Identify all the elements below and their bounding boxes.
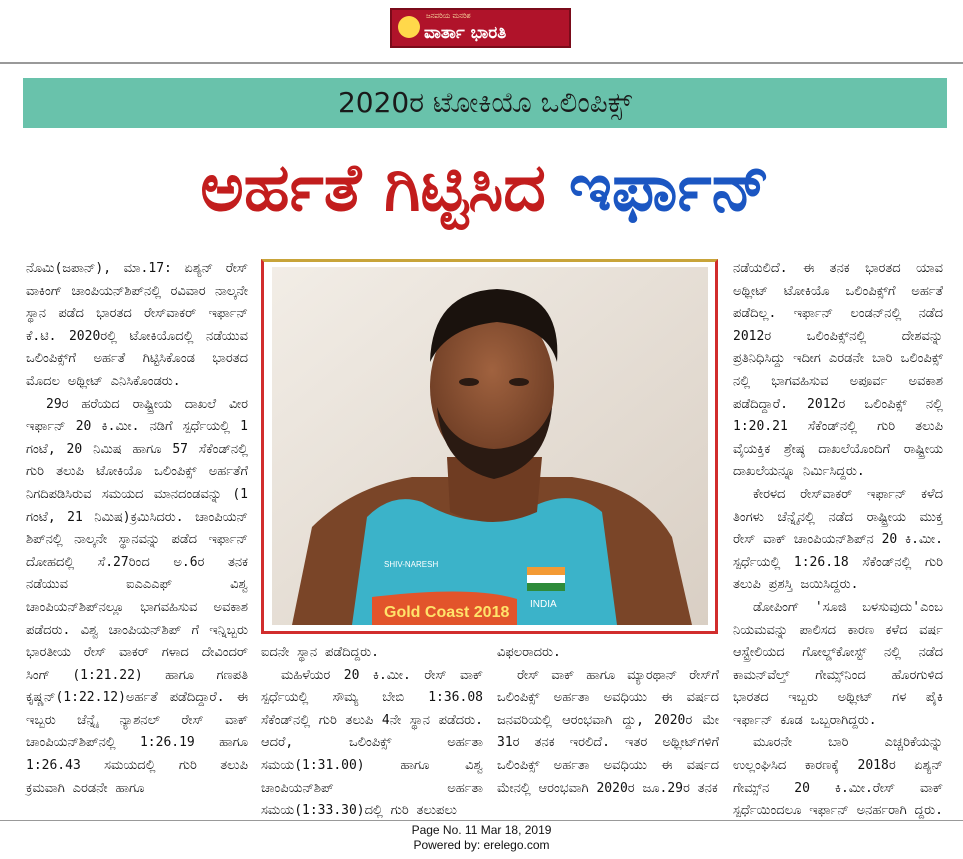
- article-column-3: [497, 642, 719, 800]
- headline-part2: ಇರ್ಫಾನ್: [568, 149, 770, 226]
- brand-emblem-icon: [398, 16, 420, 38]
- athlete-photo-image: [272, 267, 708, 625]
- paragraph: ಮೂರನೇ ಬಾರಿ ಎಚ್ಚರಿಕೆಯನ್ನು ಉಲ್ಲಂಘಿಸಿದ ಕಾರಣಕ್ಕೆ 2018ರ ಏಶ್ಯನ್ ಗೇಮ್ಸ್‌ನ 20 ಕಿ.ಮೀ.ರೇಸ್ ವಾಕ್ ಸ್ಪರ್ಧೆಯಿಂದಲೂ ಇರ್ಫಾನ್ ಅನರ್ಹರಾಗಿ ದ್ದರು.: [733, 735, 943, 819]
- headline-part1: ಅರ್ಹತೆ ಗಿಟ್ಟಿಸಿದ: [200, 149, 546, 226]
- paragraph: ಕೇರಳದ ರೇಸ್‌ವಾಕರ್ ಇರ್ಫಾನ್ ಕಳೆದ ತಿಂಗಳು ಚೆನ್ನೈನಲ್ಲಿ ನಡೆದ ರಾಷ್ಟ್ರೀಯ ಮುಕ್ತ ರೇಸ್ ವಾಕ್ ಚಾಂಪಿಯನ್‌ಶಿಪ್‌ನ 20 ಕಿ.ಮೀ. ಸ್ಪರ್ಧೆಯಲ್ಲಿ 1:26.18 ಸೆಕೆಂಡ್‌ನಲ್ಲಿ ಗುರಿ ತಲುಪಿ ಪ್ರಶಸ್ತಿ ಜಯಿಸಿದ್ದರು.: [733, 486, 943, 593]
- paragraph: 29ರ ಹರೆಯದ ರಾಷ್ಟ್ರೀಯ ದಾಖಲೆ ವೀರ ಇರ್ಫಾನ್ 20 ಕಿ.ಮೀ. ನಡಿಗೆ ಸ್ಪರ್ಧೆಯಲ್ಲಿ 1 ಗಂಟೆ, 20 ನಿಮಿಷ ಹಾಗೂ 57 ಸೆಕೆಂಡ್‌ನಲ್ಲಿ ಗುರಿ ತಲುಪಿ ಟೋಕಿಯೊ ಒಲಿಂಪಿಕ್ಸ್ ಅರ್ಹತೆಗೆ ನಿಗದಿಪಡಿಸಿರುವ ಸಮಯದ ಮಾನದಂಡವನ್ನು (1 ಗಂಟೆ, 21 ನಿಮಿಷ)ಕ್ರಮಿಸಿದರು. ಚಾಂಪಿಯನ್ ಶಿಪ್‌ನಲ್ಲಿ ನಾಲ್ಕನೇ ಸ್ಥಾನವನ್ನು ಪಡೆದ ಇರ್ಫಾನ್ ದೋಹದಲ್ಲಿ ಸೆ.27ರಿಂದ ಅ.6ರ ತನಕ ನಡೆಯುವ ಐಎಎಎಫ್ ವಿಶ್ವ ಚಾಂಪಿಯನ್‌ಶಿಪ್‌ನಲ್ಲೂ ಭಾಗವಹಿಸುವ ಅವಕಾಶ ಪಡೆದರು. ವಿಶ್ವ ಚಾಂಪಿಯನ್‌ಶಿಪ್ ಗೆ ಇನ್ನಿಬ್ಬರು ಭಾರತೀಯ ರೇಸ್ ವಾಕರ್ ಗಳಾದ ದೇವಿಂದರ್ ಸಿಂಗ್ (1:21.22) ಹಾಗೂ ಗಣಪತಿ ಕೃಷ್ಣನ್(1:22.12)ಅರ್ಹತೆ ಪಡೆದಿದ್ದಾರೆ. ಈ ಇಬ್ಬರು ಚೆನ್ನೈ ನ್ಯಾಶನಲ್ ರೇಸ್ ವಾಕ್ ಚಾಂಪಿಯನ್‌ಶಿಪ್‌ನಲ್ಲಿ 1:26.19 ಹಾಗೂ 1:26.43 ಸಮಯದಲ್ಲಿ ಗುರಿ ತಲುಪಿ ಕ್ರಮವಾಗಿ ಎರಡನೇ ಹಾಗೂ: [26, 396, 248, 796]
- vest-text: INDIA: [530, 599, 557, 610]
- athlete-photo: [261, 259, 718, 634]
- paragraph: ವಿಫಲರಾದರು.: [497, 645, 561, 660]
- section-band-text: 2020ರ ಟೋಕಿಯೊ ಒಲಿಂಪಿಕ್ಸ್: [337, 86, 633, 119]
- footer-divider: [0, 820, 963, 821]
- masthead-tagline: ಜನಪರಿಯ ಮನರಿಶ: [426, 12, 471, 20]
- section-band: [23, 78, 947, 128]
- article-column-4: [733, 258, 943, 823]
- paragraph: ನಡೆಯಲಿದೆ. ಈ ತನಕ ಭಾರತದ ಯಾವ ಅಥ್ಲೀಟ್ ಟೋಕಿಯೊ ಒಲಿಂಪಿಕ್ಸ್‌ಗೆ ಅರ್ಹತೆ ಪಡೆದಿಲ್ಲ. ಇರ್ಫಾನ್ ಲಂಡನ್‌ನಲ್ಲಿ ನಡೆದ 2012ರ ಒಲಿಂಪಿಕ್ಸ್‌ನಲ್ಲಿ ದೇಶವನ್ನು ಪ್ರತಿನಿಧಿಸಿದ್ದು ಇದೀಗ ಎರಡನೇ ಬಾರಿ ಒಲಿಂಪಿಕ್ಸ್ ನಲ್ಲಿ ಭಾಗವಹಿಸುವ ಅಪೂರ್ವ ಅವಕಾಶ ಪಡೆದಿದ್ದಾರೆ. 2012ರ ಒಲಿಂಪಿಕ್ಸ್ ನಲ್ಲಿ 1:20.21 ಸೆಕೆಂಡ್‌ನಲ್ಲಿ ಗುರಿ ತಲುಪಿ ವೈಯಕ್ತಿಕ ಶ್ರೇಷ್ಠ ದಾಖಲೆಯೊಂದಿಗೆ ರಾಷ್ಟ್ರೀಯ ದಾಖಲೆಯನ್ನೂ ನಿರ್ಮಿಸಿದ್ದರು.: [733, 261, 943, 480]
- masthead-logo: [390, 8, 571, 48]
- masthead-brand: ವಾರ್ತಾ ಭಾರತಿ: [424, 23, 507, 43]
- footer-powered[interactable]: Powered by: erelego.com: [413, 838, 550, 852]
- paragraph: ಮಹಿಳೆಯರ 20 ಕಿ.ಮೀ. ರೇಸ್ ವಾಕ್ ಸ್ಪರ್ಧೆಯಲ್ಲಿ ಸೌಮ್ಯ ಬೇಬಿ 1:36.08 ಸೆಕೆಂಡ್‌ನಲ್ಲಿ ಗುರಿ ತಲುಪಿ 4ನೇ ಸ್ಥಾನ ಪಡೆದರು. ಆದರೆ, ಒಲಿಂಪಿಕ್ಸ್ ಅರ್ಹತಾ ಸಮಯ(1:31.00) ಹಾಗೂ ವಿಶ್ವ ಚಾಂಪಿಯನ್‌ಶಿಪ್ ಅರ್ಹತಾ ಸಮಯ(1:33.30)ದಲ್ಲಿ ಗುರಿ ತಲುಪಲು: [261, 667, 483, 819]
- top-divider: [0, 62, 963, 64]
- headline: [23, 138, 947, 238]
- article-column-2: [261, 642, 483, 823]
- paragraph: ರೇಸ್ ವಾಕ್ ಹಾಗೂ ಮ್ಯಾರಥಾನ್ ರೇಸ್‌ಗೆ ಒಲಿಂಪಿಕ್ಸ್ ಅರ್ಹತಾ ಅವಧಿಯು ಈ ವರ್ಷದ ಜನವರಿಯಲ್ಲಿ ಆರಂಭವಾಗಿ ದ್ದು, 2020ರ ಮೇ 31ರ ತನಕ ಇರಲಿದೆ. ಇತರ ಅಥ್ಲೀಟ್‌ಗಳಿಗೆ ಒಲಿಂಪಿಕ್ಸ್ ಅರ್ಹತಾ ಅವಧಿಯು ಈ ವರ್ಷದ ಮೇನಲ್ಲಿ ಆರಂಭವಾಗಿ 2020ರ ಜೂ.29ರ ತನಕ: [497, 667, 719, 796]
- paragraph: ಐದನೇ ಸ್ಥಾನ ಪಡೆದಿದ್ದರು.: [261, 645, 379, 660]
- footer-page: Page No. 11 Mar 18, 2019: [411, 823, 552, 837]
- bib-text: Gold Coast 2018: [384, 604, 510, 621]
- vest-brand: SHIV-NARESH: [384, 560, 439, 569]
- paragraph: ನೊಮಿ(ಜಪಾನ್), ಮಾ.17: ಏಶ್ಯನ್ ರೇಸ್ ವಾಕಿಂಗ್ ಚಾಂಪಿಯನ್‌ಶಿಪ್‌ನಲ್ಲಿ ರವಿವಾರ ನಾಲ್ಕನೇ ಸ್ಥಾನ ಪಡೆದ ಭಾರತದ ರೇಸ್‌ವಾಕರ್ ಇರ್ಫಾನ್ ಕೆ.ಟಿ. 2020ರಲ್ಲಿ ಟೋಕಿಯೊದಲ್ಲಿ ನಡೆಯುವ ಒಲಿಂಪಿಕ್ಸ್‌ಗೆ ಅರ್ಹತೆ ಗಿಟ್ಟಿಸಿಕೊಂಡ ಭಾರತದ ಮೊದಲ ಅಥ್ಲೀಟ್ ಎನಿಸಿಕೊಂಡರು.: [26, 261, 248, 389]
- article-column-1: [26, 258, 248, 800]
- paragraph: ಡೋಪಿಂಗ್ 'ಸೂಜಿ ಬಳಸುವುದು'ಎಂಬ ನಿಯಮವನ್ನು ಪಾಲಿಸದ ಕಾರಣ ಕಳೆದ ವರ್ಷ ಆಸ್ಟ್ರೇಲಿಯದ ಗೋಲ್ಡ್‌ಕೋಸ್ಟ್ ನಲ್ಲಿ ನಡೆದ ಕಾಮನ್‌ವೆಲ್ತ್ ಗೇಮ್ಸ್‌ನಿಂದ ಹೊರಗುಳಿದ ಭಾರತದ ಇಬ್ಬರು ಅಥ್ಲೀಟ್ ಗಳ ಪೈಕಿ ಇರ್ಫಾನ್ ಕೂಡ ಒಬ್ಬರಾಗಿದ್ದರು.: [733, 599, 943, 728]
